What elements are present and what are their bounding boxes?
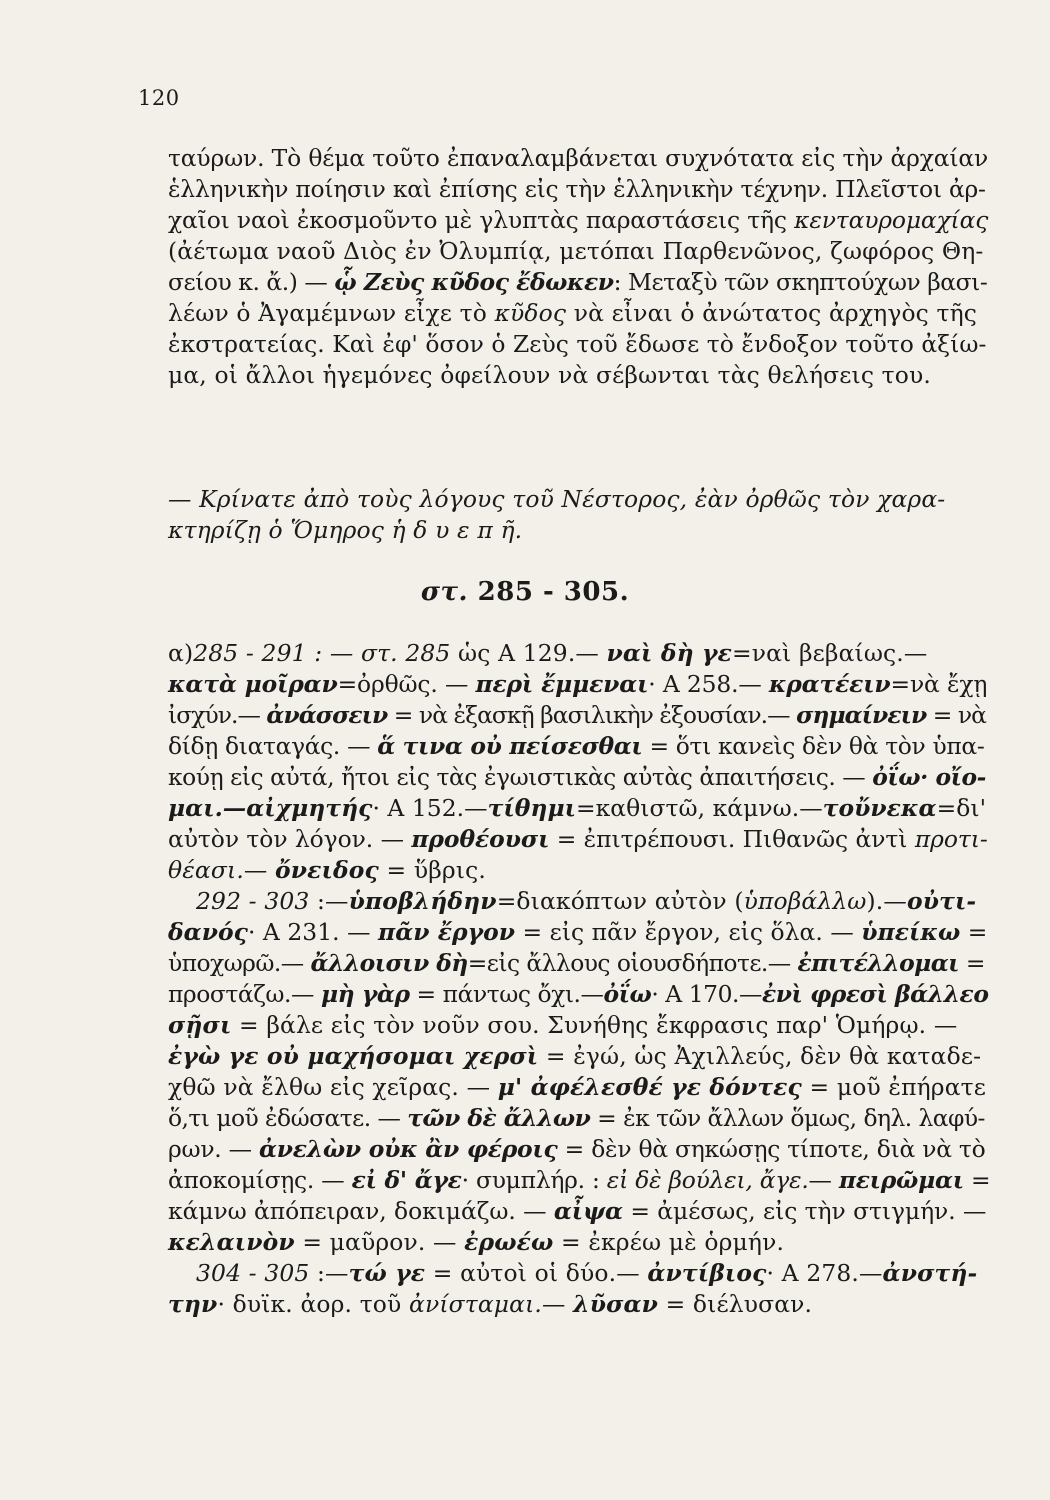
text-run: ἑλληνικὴν ποίησιν καὶ ἐπίσης εἰς τὴν ἑλληνικὴν τέχνην. Πλεῖστοι ἀρ- bbox=[168, 175, 986, 203]
text-run: =ὀρθῶς. — bbox=[337, 670, 476, 698]
text-run: — bbox=[243, 856, 276, 884]
text-run: προθέουσι bbox=[411, 825, 550, 853]
text-line bbox=[168, 329, 990, 360]
text-run: ἀντίβιος bbox=[647, 1259, 767, 1287]
text-run: =καθιστῶ, κάμνω.— bbox=[575, 794, 823, 822]
text-line bbox=[168, 174, 990, 205]
text-run: δίδῃ διαταγάς. — bbox=[168, 732, 378, 760]
text-run: (ἀέτωμα ναοῦ Διὸς ἐν Ὀλυμπίᾳ, μετόπαι Παρθενῶνος, ζωφόρος Θη- bbox=[168, 237, 984, 265]
text-run: = ἐγώ, ὡς Ἀχιλλεύς, δὲν θὰ καταδε- bbox=[538, 1042, 982, 1070]
text-run: =διακόπτων αὐτὸν ( bbox=[496, 887, 744, 915]
note-line bbox=[168, 638, 990, 669]
text-run: ὡς Α 129.— bbox=[450, 639, 607, 667]
text-run: · Α 231. — bbox=[247, 918, 379, 946]
text-run: ).— bbox=[866, 887, 907, 915]
text-run: = ἐπιτρέπουσι. Πιθανῶς ἀντὶ bbox=[549, 825, 915, 853]
note-line bbox=[168, 855, 990, 886]
note-line bbox=[168, 762, 990, 793]
text-run: = αὐτοὶ οἱ δύο.— bbox=[425, 1259, 648, 1287]
text-run: σείου κ. ἄ.) — bbox=[168, 268, 335, 296]
text-run: ὄνειδος bbox=[275, 856, 379, 884]
text-run: = bbox=[963, 1166, 991, 1194]
text-run: πειρῶμαι bbox=[838, 1166, 964, 1194]
text-run: = μαῦρον. — bbox=[294, 1228, 465, 1256]
verse-range-heading bbox=[0, 577, 1050, 607]
note-line bbox=[168, 1134, 990, 1165]
text-run: σημαίνειν bbox=[796, 701, 927, 729]
text-run: σῇσι bbox=[168, 1011, 232, 1039]
note-line bbox=[168, 824, 990, 855]
text-run: ὑποβλήδην bbox=[348, 887, 497, 915]
text-run: ὀΐω· οἴο- bbox=[872, 763, 986, 791]
text-run: τώ γε bbox=[348, 1259, 426, 1287]
note-line bbox=[168, 979, 990, 1010]
text-run: χθῶ νὰ ἔλθω εἰς χεῖρας. — bbox=[168, 1073, 498, 1101]
text-run: ἀνάσσειν bbox=[266, 701, 388, 729]
text-run: κῦδος bbox=[494, 299, 567, 327]
text-run: νὰ εἶναι ὁ ἀνώτατος ἀρχηγὸς τῆς bbox=[566, 299, 978, 327]
text-run: κούῃ εἰς αὐτά, ἤτοι εἰς τὰς ἐγωιστικὰς αὐτὰς ἀπαιτήσεις. — bbox=[168, 763, 873, 791]
text-run: αὐτὸν τὸν λόγον. — bbox=[168, 825, 412, 853]
text-run: = bbox=[958, 949, 985, 977]
text-run: προτι- bbox=[914, 825, 988, 853]
text-run: τῶν δὲ ἄλλων bbox=[407, 1104, 591, 1132]
text-run: 304 - 305 bbox=[196, 1259, 310, 1287]
text-run: ἐνὶ φρεσὶ βάλλεο bbox=[761, 980, 989, 1008]
text-run: = bbox=[960, 918, 988, 946]
text-run: 285 - 291 : — στ. 285 bbox=[193, 639, 451, 667]
text-run: = νὰ ἐξασκῇ βασιλικὴν ἐξουσίαν.— bbox=[387, 701, 797, 729]
text-run: χαῖοι ναοὶ ἐκοσμοῦντο μὲ γλυπτὰς παραστάσεις τῆς bbox=[168, 206, 795, 234]
note-line bbox=[168, 669, 990, 700]
text-line bbox=[168, 298, 990, 329]
text-run: λῦσαν bbox=[573, 1290, 658, 1318]
text-run: μ' ἀφέλεσθέ γε δόντες bbox=[497, 1073, 802, 1101]
text-line bbox=[168, 143, 990, 174]
text-run: την bbox=[168, 1290, 218, 1318]
question-line bbox=[168, 515, 990, 546]
text-run: =δι' bbox=[936, 794, 987, 822]
text-run: εἰ δὲ βούλει, ἄγε. bbox=[606, 1166, 809, 1194]
text-run: ἀνελὼν οὐκ ἂν φέροις bbox=[259, 1135, 558, 1163]
note-line bbox=[168, 886, 990, 917]
text-run: = βάλε εἰς τὸν νοῦν σου. Συνήθης ἔκφρασις παρ' Ὁμήρῳ. — bbox=[231, 1011, 958, 1039]
text-run: · δυϊκ. ἀορ. τοῦ bbox=[217, 1290, 409, 1318]
text-run: προστάζω.— bbox=[168, 980, 321, 1008]
text-run: =εἰς ἄλλους οἱουσδήποτε.— bbox=[467, 949, 798, 977]
text-run: ἄλλοισιν δὴ bbox=[310, 949, 468, 977]
text-run: δανός bbox=[168, 918, 248, 946]
text-run: · Α 258.— bbox=[648, 670, 769, 698]
text-run: ρων. — bbox=[168, 1135, 259, 1163]
text-run: =ναὶ βεβαίως.— bbox=[731, 639, 928, 667]
text-run: = ἐκ τῶν ἄλλων ὅμως, δηλ. λαφύ- bbox=[590, 1104, 985, 1132]
text-run: = νὰ bbox=[926, 701, 986, 729]
text-run: λέων ὁ Ἀγαμέμνων εἶχε τὸ bbox=[168, 299, 495, 327]
text-run: ὑποβάλλω bbox=[743, 887, 867, 915]
text-run: πᾶν ἔργον bbox=[378, 918, 516, 946]
text-run: · συμπλήρ. : bbox=[461, 1166, 607, 1194]
text-run: κατὰ μοῖραν bbox=[168, 670, 338, 698]
text-run: θέασι. bbox=[168, 856, 244, 884]
page-number: 120 bbox=[138, 86, 180, 110]
text-run: ὑπείκω bbox=[861, 918, 961, 946]
text-run: = διέλυσαν. bbox=[658, 1290, 813, 1318]
text-line bbox=[168, 360, 990, 391]
text-run: = ὅτι κανεὶς δὲν θὰ τὸν ὑπα- bbox=[642, 732, 985, 760]
text-run: ἰσχύν.— bbox=[168, 701, 267, 729]
text-run: ὑποχωρῶ.— bbox=[168, 949, 311, 977]
text-run: αἶψα bbox=[553, 1197, 623, 1225]
text-run: ἅ τινα οὐ πείσεσθαι bbox=[377, 732, 643, 760]
note-line bbox=[168, 1227, 990, 1258]
text-line bbox=[168, 236, 990, 267]
intro-paragraph bbox=[168, 143, 990, 391]
text-run: — bbox=[808, 1166, 839, 1194]
text-run: = ὕβρις. bbox=[378, 856, 486, 884]
text-line bbox=[168, 205, 990, 236]
text-run: μα, οἱ ἄλλοι ἡγεμόνες ὀφείλουν νὰ σέβωνται τὰς θελήσεις του. bbox=[168, 361, 931, 389]
text-run: κρατέειν bbox=[768, 670, 891, 698]
text-run: κάμνω ἀπόπειραν, δοκιμάζω. — bbox=[168, 1197, 554, 1225]
text-run: μὴ γὰρ bbox=[320, 980, 410, 1008]
note-line bbox=[168, 1072, 990, 1103]
text-line bbox=[168, 267, 990, 298]
note-line bbox=[168, 1041, 990, 1072]
text-run: μαι.—αἰχμητής bbox=[168, 794, 373, 822]
note-line bbox=[168, 1010, 990, 1041]
text-run: = ἀμέσως, εἰς τὴν στιγμήν. — bbox=[622, 1197, 987, 1225]
note-line bbox=[168, 731, 990, 762]
text-run: ἀποκομίσῃς. — bbox=[168, 1166, 352, 1194]
text-run: ταύρων. Τὸ θέμα τοῦτο ἐπαναλαμβάνεται συχνότατα εἰς τὴν ἀρχαίαν bbox=[168, 144, 989, 172]
text-run: κελαινὸν bbox=[168, 1228, 295, 1256]
note-line bbox=[168, 1103, 990, 1134]
text-run: 292 - 303 bbox=[196, 887, 310, 915]
question-paragraph bbox=[168, 484, 990, 546]
text-run: · Α 152.— bbox=[372, 794, 488, 822]
text-run: ἀνστή- bbox=[882, 1259, 978, 1287]
text-run: τίθημι bbox=[487, 794, 576, 822]
heading-range: 285 - 305. bbox=[477, 577, 630, 607]
text-run: ἐπιτέλλομαι bbox=[797, 949, 959, 977]
note-line bbox=[168, 700, 990, 731]
text-run: α) bbox=[168, 639, 194, 667]
text-run: :— bbox=[309, 1259, 349, 1287]
text-run: ἐκστρατείας. Καὶ ἐφ' ὅσον ὁ Ζεὺς τοῦ ἔδωσε τὸ ἔνδοξον τοῦτο ἀξίω- bbox=[168, 330, 987, 358]
text-run: ἐρωέω bbox=[464, 1228, 554, 1256]
question-line bbox=[168, 484, 990, 515]
text-run: περὶ ἔμμεναι bbox=[475, 670, 649, 698]
text-run: κενταυρομαχίας bbox=[794, 206, 989, 234]
text-run: ὅ,τι μοῦ ἐδώσατε. — bbox=[168, 1104, 408, 1132]
text-run: =νὰ ἔχῃ bbox=[890, 670, 988, 698]
text-run: τοὔνεκα bbox=[822, 794, 937, 822]
text-run: — Κρίνατε ἀπὸ τοὺς λόγους τοῦ Νέστορος, ἐὰν ὀρθῶς τὸν χαρα- bbox=[168, 485, 946, 513]
text-run: — bbox=[542, 1290, 574, 1318]
note-line bbox=[168, 917, 990, 948]
note-line bbox=[168, 1165, 990, 1196]
commentary-notes bbox=[168, 638, 990, 1320]
text-run: : Μεταξὺ τῶν σκηπτούχων βασι- bbox=[613, 268, 988, 296]
text-run: εἰ δ' ἄγε bbox=[351, 1166, 462, 1194]
text-run: = ἐκρέω μὲ ὁρμήν. bbox=[553, 1228, 785, 1256]
note-line bbox=[168, 948, 990, 979]
text-run: ἀνίσταμαι. bbox=[409, 1290, 542, 1318]
text-run: ὀΐω bbox=[603, 980, 652, 1008]
text-run: ναὶ δὴ γε bbox=[606, 639, 732, 667]
text-run: ᾧ Ζεὺς κῦδος ἔδωκεν bbox=[334, 268, 614, 296]
text-run: οὐτι- bbox=[906, 887, 977, 915]
note-line bbox=[168, 1258, 990, 1289]
note-line bbox=[168, 1289, 990, 1320]
text-run: :— bbox=[309, 887, 349, 915]
heading-prefix: στ. bbox=[420, 577, 469, 607]
text-run: ἐγὼ γε οὐ μαχήσομαι χερσὶ bbox=[168, 1042, 539, 1070]
text-run: = δὲν θὰ σηκώσῃς τίποτε, διὰ νὰ τὸ bbox=[557, 1135, 986, 1163]
text-run: · Α 278.— bbox=[766, 1259, 883, 1287]
text-run: = μοῦ ἐπήρατε bbox=[801, 1073, 987, 1101]
text-run: = πάντως ὄχι.— bbox=[409, 980, 604, 1008]
note-line bbox=[168, 793, 990, 824]
text-run: κτηρίζῃ ὁ Ὅμηρος ἡ δ υ ε π ῆ. bbox=[168, 516, 523, 544]
text-run: · Α 170.— bbox=[651, 980, 762, 1008]
text-run: = εἰς πᾶν ἔργον, εἰς ὅλα. — bbox=[515, 918, 862, 946]
note-line bbox=[168, 1196, 990, 1227]
